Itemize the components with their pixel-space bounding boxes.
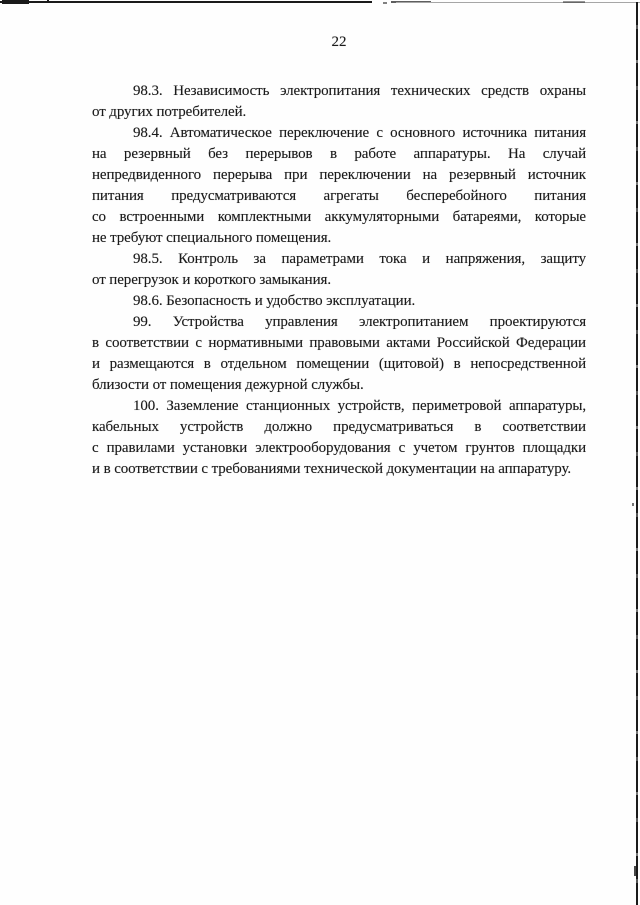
- text-line: 99. Устройства управления электропитанием проектируются: [133, 314, 586, 330]
- text-line: 98.4. Автоматическое переключение с основного источника питания: [133, 125, 586, 141]
- scan-artifact-right-edge-line: [636, 2, 638, 905]
- paragraph: [92, 123, 586, 249]
- text-line: в соответствии с нормативными правовыми актами Российской Федерации: [92, 335, 586, 351]
- text-line: 100. Заземление станционных устройств, периметровой аппаратуры,: [133, 398, 586, 414]
- text-line: не требуют специального помещения.: [92, 230, 332, 246]
- paragraph: [92, 396, 586, 480]
- text-line: 98.5. Контроль за параметрами тока и напряжения, защиту: [133, 251, 586, 267]
- text-line: на резервный без перерывов в работе аппаратуры. На случай: [92, 146, 586, 162]
- scan-artifact-top-line-light: [396, 2, 640, 3]
- text-line: и в соответствии с требованиями технической документации на аппаратуру.: [92, 461, 572, 477]
- text-line: и размещаются в отдельном помещении (щитовой) в непосредственной: [92, 356, 586, 372]
- text-line: питания предусматриваются агрегаты бесперебойного питания: [92, 188, 586, 204]
- paragraph: [92, 312, 586, 396]
- paragraph: [92, 291, 586, 312]
- paragraph: [92, 81, 586, 123]
- text-line: от перегрузок и короткого замыкания.: [92, 272, 331, 288]
- scan-artifact-top-line-dark: [0, 1, 372, 3]
- text-line: кабельных устройств должно предусматриваться в соответствии: [92, 419, 586, 435]
- text-line: 98.3. Независимость электропитания технических средств охраны: [133, 83, 586, 99]
- page-number: 22: [331, 34, 347, 50]
- text-line: 98.6. Безопасность и удобство эксплуатации.: [133, 293, 416, 309]
- scan-artifact-top-dash: [563, 1, 585, 3]
- paragraph: [92, 249, 586, 291]
- scan-artifact-speck: [632, 503, 634, 506]
- text-line: со встроенными комплектными аккумуляторными батареями, которые: [92, 209, 586, 225]
- text-line: близости от помещения дежурной службы.: [92, 377, 364, 393]
- scan-artifact-speck: [634, 866, 636, 876]
- document-body: [92, 81, 586, 480]
- text-line: от других потребителей.: [92, 104, 247, 120]
- text-line: непредвиденного перерыва при переключении на резервный источник: [92, 167, 586, 183]
- scan-artifact-top-dash: [383, 2, 387, 4]
- text-line: с правилами установки электрооборудования с учетом грунтов площадки: [92, 440, 586, 456]
